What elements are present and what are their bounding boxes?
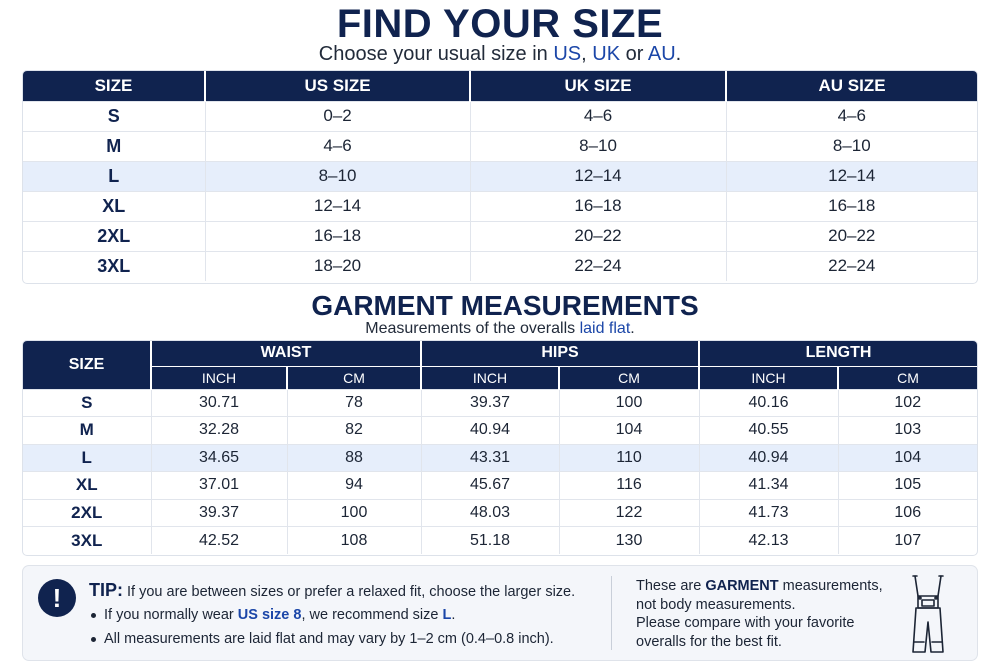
measurement-value-cell: 37.01 (151, 472, 287, 500)
measurement-group-header: WAIST (151, 341, 421, 366)
size-value-cell: 0–2 (205, 101, 470, 131)
size-table-header-cell: SIZE (23, 71, 205, 101)
size-label-cell: 3XL (23, 527, 151, 555)
measurements-unit-header-row (23, 366, 977, 389)
size-table-body (23, 101, 977, 281)
size-label-cell: XL (23, 191, 205, 221)
measurement-value-cell: 82 (287, 417, 421, 445)
unit-header-cell: CM (287, 366, 421, 389)
measurements-table-body (23, 389, 977, 554)
measurement-value-cell: 41.73 (699, 499, 838, 527)
bullet-icon (91, 613, 96, 618)
measurement-group-header: HIPS (421, 341, 699, 366)
unit-header-cell: CM (559, 366, 699, 389)
unit-header-cell: INCH (699, 366, 838, 389)
measurement-value-cell: 43.31 (421, 444, 559, 472)
measurements-row (23, 527, 977, 555)
size-conversion-table (23, 71, 977, 281)
measurement-value-cell: 40.55 (699, 417, 838, 445)
measurement-value-cell: 32.28 (151, 417, 287, 445)
overalls-icon (903, 572, 953, 656)
measurements-row (23, 389, 977, 417)
measurement-value-cell: 30.71 (151, 389, 287, 417)
tip-heading: TIP: If you are between sizes or prefer a relaxed fit, choose the larger size. (89, 580, 576, 600)
measurement-value-cell: 48.03 (421, 499, 559, 527)
measurement-value-cell: 78 (287, 389, 421, 417)
size-table-row (23, 131, 977, 161)
size-value-cell: 4–6 (726, 101, 977, 131)
size-label-cell: 2XL (23, 499, 151, 527)
measurements-subtitle: Measurements of the overalls laid flat. (365, 320, 635, 337)
measurement-value-cell: 51.18 (421, 527, 559, 555)
size-value-cell: 4–6 (470, 101, 726, 131)
size-table-row (23, 251, 977, 281)
size-table-row (23, 191, 977, 221)
measurement-value-cell: 100 (287, 499, 421, 527)
measurement-value-cell: 40.94 (699, 444, 838, 472)
size-value-cell: 8–10 (205, 161, 470, 191)
size-label-cell: 2XL (23, 221, 205, 251)
measurement-value-cell: 100 (559, 389, 699, 417)
measurement-value-cell: 106 (838, 499, 977, 527)
measurement-value-cell: 39.37 (151, 499, 287, 527)
measurement-value-cell: 104 (838, 444, 977, 472)
size-label-cell: L (23, 444, 151, 472)
page-subtitle: Choose your usual size in US, UK or AU. (318, 43, 682, 65)
measurement-value-cell: 88 (287, 444, 421, 472)
size-value-cell: 8–10 (470, 131, 726, 161)
size-label-cell: L (23, 161, 205, 191)
size-value-cell: 20–22 (726, 221, 977, 251)
measurement-value-cell: 108 (287, 527, 421, 555)
size-label-cell: XL (23, 472, 151, 500)
measurements-title: GARMENT MEASUREMENTS (311, 290, 699, 321)
tip-bullet-measurement-variance: All measurements are laid flat and may vary by 1–2 cm (0.4–0.8 inch). (91, 631, 554, 647)
page-title: FIND YOUR SIZE (336, 2, 664, 46)
unit-header-cell: CM (838, 366, 977, 389)
size-value-cell: 12–14 (726, 161, 977, 191)
size-table-header-row (23, 71, 977, 101)
size-value-cell: 20–22 (470, 221, 726, 251)
size-value-cell: 12–14 (470, 161, 726, 191)
size-label-cell: S (23, 101, 205, 131)
tip-box (23, 566, 977, 660)
unit-header-cell: INCH (421, 366, 559, 389)
size-table-row (23, 101, 977, 131)
measurement-value-cell: 42.13 (699, 527, 838, 555)
measurement-value-cell: 130 (559, 527, 699, 555)
measurement-value-cell: 45.67 (421, 472, 559, 500)
measurement-value-cell: 94 (287, 472, 421, 500)
measurement-value-cell: 39.37 (421, 389, 559, 417)
measurement-value-cell: 40.94 (421, 417, 559, 445)
measurements-group-header-row (23, 341, 977, 366)
size-table-row (23, 161, 977, 191)
size-value-cell: 8–10 (726, 131, 977, 161)
size-table-header-cell: US SIZE (205, 71, 470, 101)
bullet-icon (91, 637, 96, 642)
size-value-cell: 12–14 (205, 191, 470, 221)
measurements-row (23, 444, 977, 472)
size-value-cell: 22–24 (726, 251, 977, 281)
size-conversion-table-card (23, 71, 977, 283)
measurement-value-cell: 102 (838, 389, 977, 417)
unit-header-cell: INCH (151, 366, 287, 389)
garment-measurements-table-card (23, 341, 977, 555)
measurements-row (23, 417, 977, 445)
size-label-cell: M (23, 131, 205, 161)
measurement-value-cell: 116 (559, 472, 699, 500)
size-value-cell: 22–24 (470, 251, 726, 281)
size-table-row (23, 221, 977, 251)
measurements-row (23, 499, 977, 527)
tip-divider (611, 576, 612, 650)
garment-measurements-table (23, 341, 977, 554)
size-value-cell: 16–18 (470, 191, 726, 221)
measurement-value-cell: 34.65 (151, 444, 287, 472)
measurement-group-header: LENGTH (699, 341, 977, 366)
tip-bullet-size-recommendation: If you normally wear US size 8, we recommend size L. (91, 607, 455, 623)
measurement-value-cell: 42.52 (151, 527, 287, 555)
measurement-value-cell: 122 (559, 499, 699, 527)
size-table-header-cell: UK SIZE (470, 71, 726, 101)
size-label-cell: M (23, 417, 151, 445)
measurement-value-cell: 103 (838, 417, 977, 445)
measurement-value-cell: 40.16 (699, 389, 838, 417)
size-table-header-cell: AU SIZE (726, 71, 977, 101)
garment-note: These are GARMENT measurements, not body measurements. Please compare with your favorite overalls for the best fit. (636, 578, 883, 650)
size-label-cell: S (23, 389, 151, 417)
measurement-value-cell: 104 (559, 417, 699, 445)
exclamation-icon: ! (38, 579, 76, 617)
size-value-cell: 16–18 (205, 221, 470, 251)
measurement-value-cell: 107 (838, 527, 977, 555)
size-value-cell: 4–6 (205, 131, 470, 161)
size-value-cell: 16–18 (726, 191, 977, 221)
measurement-value-cell: 110 (559, 444, 699, 472)
measurement-value-cell: 41.34 (699, 472, 838, 500)
size-label-cell: 3XL (23, 251, 205, 281)
measurements-size-header: SIZE (23, 341, 151, 389)
measurements-row (23, 472, 977, 500)
measurement-value-cell: 105 (838, 472, 977, 500)
size-value-cell: 18–20 (205, 251, 470, 281)
